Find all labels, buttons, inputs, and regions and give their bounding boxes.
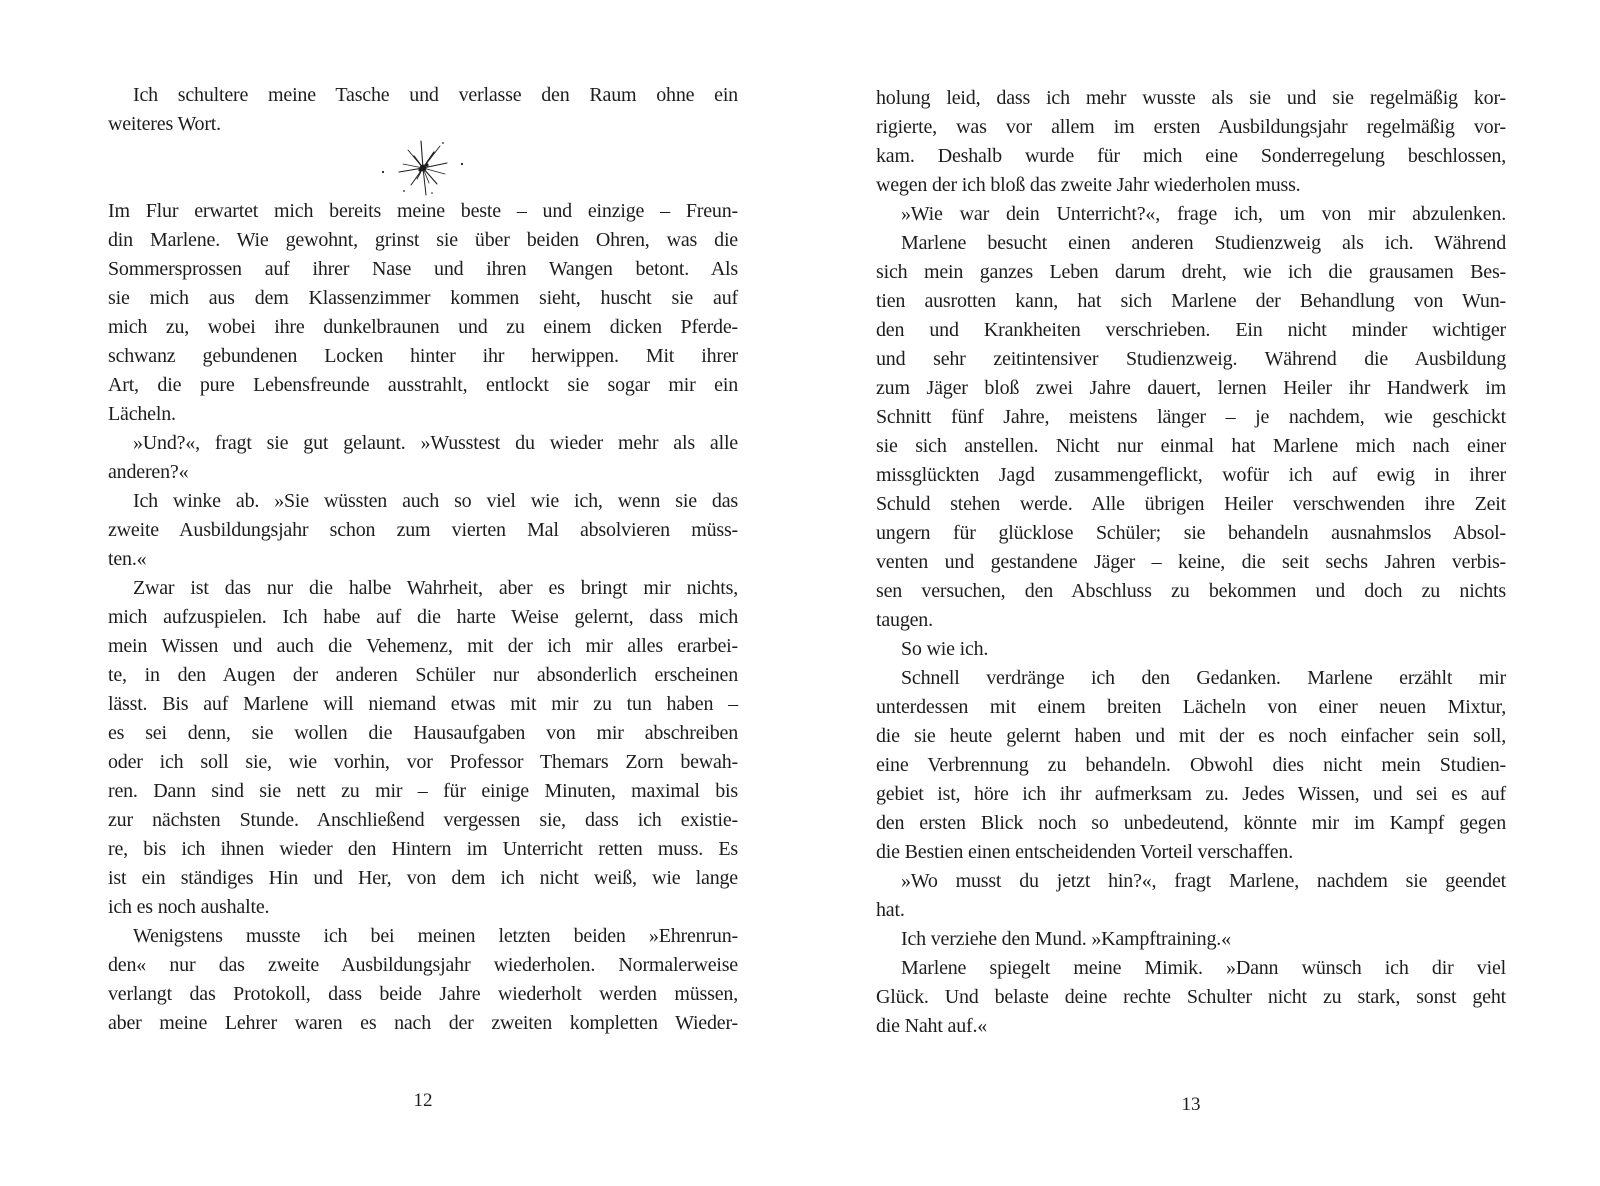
- text-line: unterdessen mit einem breiten Lächeln von einer neuen Mixtur,: [876, 696, 1506, 718]
- text-line: »Wo musst du jetzt hin?«, fragt Marlene, nachdem sie geendet: [901, 870, 1506, 892]
- text-line: anderen?«: [108, 461, 189, 483]
- text-line: rigierte, was vor allem im ersten Ausbildungsjahr regelmäßig vor-: [876, 116, 1506, 138]
- text-line: zweite Ausbildungsjahr schon zum vierten Mal absolvieren müss-: [108, 519, 738, 541]
- text-line: den ersten Blick noch so unbedeutend, könnte mir im Kampf gegen: [876, 812, 1506, 834]
- text-line: ist ein ständiges Hin und Her, von dem ich nicht weiß, wie lange: [108, 867, 738, 889]
- text-line: eine Verbrennung zu behandeln. Obwohl dies nicht mein Studien-: [876, 754, 1506, 776]
- text-line: hat.: [876, 899, 905, 921]
- text-line: die Bestien einen entscheidenden Vorteil verschaffen.: [876, 841, 1294, 863]
- text-line: die Naht auf.«: [876, 1015, 988, 1037]
- text-line: Marlene spiegelt meine Mimik. »Dann wünsch ich dir viel: [901, 957, 1506, 979]
- text-line: Glück. Und belaste deine rechte Schulter nicht zu stark, sonst geht: [876, 986, 1506, 1008]
- text-line: venten und gestandene Jäger – keine, die seit sechs Jahren verbis-: [876, 551, 1506, 573]
- text-line: und sehr zeitintensiver Studienzweig. Während die Ausbildung: [876, 348, 1506, 370]
- text-line: es sei denn, sie wollen die Hausaufgaben von mir abschreiben: [108, 722, 738, 744]
- section-divider: [108, 139, 738, 197]
- text-line: schwanz gebundenen Locken hinter ihr herwippen. Mit ihrer: [108, 345, 738, 367]
- text-line: Lächeln.: [108, 403, 176, 425]
- text-line: Zwar ist das nur die halbe Wahrheit, aber es bringt mir nichts,: [133, 577, 738, 599]
- text-line: lässt. Bis auf Marlene will niemand etwas mit mir zu tun haben –: [108, 693, 738, 715]
- text-line: ten.«: [108, 548, 147, 570]
- text-line: Im Flur erwartet mich bereits meine beste – und einzige – Freun-: [108, 200, 738, 222]
- text-line: den und Krankheiten verschrieben. Ein nicht minder wichtiger: [876, 319, 1506, 341]
- text-line: din Marlene. Wie gewohnt, grinst sie über beiden Ohren, was die: [108, 229, 738, 251]
- text-line: sie sich anstellen. Nicht nur einmal hat Marlene mich nach einer: [876, 435, 1506, 457]
- text-line: mich zu, wobei ihre dunkelbraunen und zu einem dicken Pferde-: [108, 316, 738, 338]
- text-line: Schnell verdränge ich den Gedanken. Marlene erzählt mir: [901, 667, 1506, 689]
- text-line: Wenigstens musste ich bei meinen letzten beiden »Ehrenrun-: [133, 925, 738, 947]
- text-line: Ich verziehe den Mund. »Kampftraining.«: [901, 928, 1231, 950]
- text-line: die sie heute gelernt haben und mit der es noch einfacher sein soll,: [876, 725, 1506, 747]
- text-column-top: [108, 81, 738, 139]
- text-line: kam. Deshalb wurde für mich eine Sonderregelung beschlossen,: [876, 145, 1506, 167]
- text-line: re, bis ich ihnen wieder den Hintern im Unterricht retten muss. Es: [108, 838, 738, 860]
- text-line: gebiet ist, höre ich ihr aufmerksam zu. Jedes Wissen, und sei es auf: [876, 783, 1506, 805]
- book-page-13: [876, 84, 1506, 1041]
- page-number: 12: [413, 1090, 433, 1111]
- text-line: weiteres Wort.: [108, 113, 221, 135]
- text-line: taugen.: [876, 609, 933, 631]
- text-line: oder ich soll sie, wie vorhin, vor Professor Themars Zorn bewah-: [108, 751, 738, 773]
- text-line: ich es noch aushalte.: [108, 896, 270, 918]
- text-line: Ich schultere meine Tasche und verlasse den Raum ohne ein: [133, 84, 738, 106]
- text-line: zum Jäger bloß zwei Jahre dauert, lernen Heiler ihr Handwerk im: [876, 377, 1506, 399]
- text-line: Schuld stehen werde. Alle übrigen Heiler verschwenden ihre Zeit: [876, 493, 1506, 515]
- text-line: Marlene besucht einen anderen Studienzweig als ich. Während: [901, 232, 1506, 254]
- text-line: ungern für glücklose Schüler; sie behandeln ausnahmslos Absol-: [876, 522, 1506, 544]
- page-number: 13: [1181, 1094, 1201, 1115]
- text-line: tien ausrotten kann, hat sich Marlene der Behandlung von Wun-: [876, 290, 1506, 312]
- text-column: [876, 84, 1506, 1041]
- text-line: Sommersprossen auf ihrer Nase und ihren Wangen betont. Als: [108, 258, 738, 280]
- text-line: verlangt das Protokoll, dass beide Jahre wiederholt werden müssen,: [108, 983, 738, 1005]
- text-line: So wie ich.: [901, 638, 989, 660]
- text-line: den« nur das zweite Ausbildungsjahr wiederholen. Normalerweise: [108, 954, 738, 976]
- book-page-12: [108, 81, 738, 1038]
- text-line: Ich winke ab. »Sie wüssten auch so viel wie ich, wenn sie das: [133, 490, 738, 512]
- text-line: wegen der ich bloß das zweite Jahr wiederholen muss.: [876, 174, 1301, 196]
- sparkle-ornament-icon: [377, 139, 469, 197]
- text-line: sie mich aus dem Klassenzimmer kommen sieht, huscht sie auf: [108, 287, 738, 309]
- text-line: Art, die pure Lebensfreunde ausstrahlt, entlockt sie sogar mir ein: [108, 374, 738, 396]
- text-line: sich mein ganzes Leben darum dreht, wie ich die grausamen Bes-: [876, 261, 1506, 283]
- text-line: »Und?«, fragt sie gut gelaunt. »Wusstest du wieder mehr als alle: [133, 432, 738, 454]
- text-column: [108, 197, 738, 1038]
- text-line: ren. Dann sind sie nett zu mir – für einige Minuten, maximal bis: [108, 780, 738, 802]
- text-line: missglückten Jagd zusammengeflickt, wofür ich auf ewig in ihrer: [876, 464, 1506, 486]
- text-line: Schnitt fünf Jahre, meistens länger – je nachdem, wie geschickt: [876, 406, 1506, 428]
- text-line: holung leid, dass ich mehr wusste als sie und sie regelmäßig kor-: [876, 87, 1506, 109]
- text-line: zur nächsten Stunde. Anschließend vergessen sie, dass ich existie-: [108, 809, 738, 831]
- text-line: mein Wissen und auch die Vehemenz, mit der ich mir alles erarbei-: [108, 635, 738, 657]
- text-line: »Wie war dein Unterricht?«, frage ich, um von mir abzulenken.: [901, 203, 1506, 225]
- text-line: aber meine Lehrer waren es nach der zweiten kompletten Wieder-: [108, 1012, 738, 1034]
- text-line: mich aufzuspielen. Ich habe auf die harte Weise gelernt, dass mich: [108, 606, 738, 628]
- text-line: te, in den Augen der anderen Schüler nur absonderlich erscheinen: [108, 664, 738, 686]
- text-line: sen versuchen, den Abschluss zu bekommen und doch zu nichts: [876, 580, 1506, 602]
